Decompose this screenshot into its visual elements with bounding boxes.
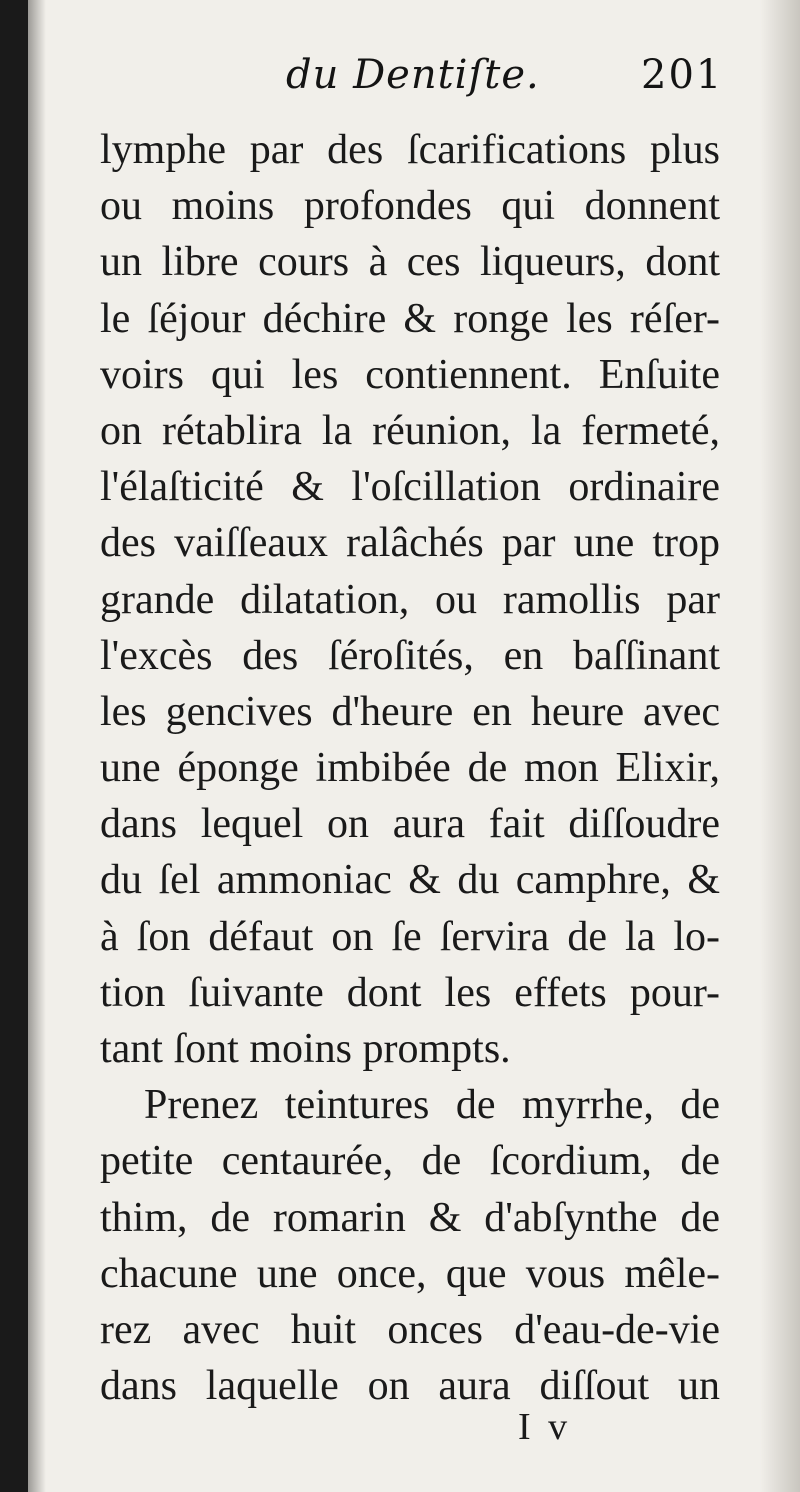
text-line: l'excès des ſéroſités, en baſſinant: [100, 632, 720, 679]
text-line: dans laquelle on aura diſſout un: [100, 1363, 720, 1410]
signature-mark: I v: [518, 1406, 572, 1448]
text-line: l'élaſticité & l'oſcillation ordinaire: [100, 464, 720, 511]
text-line: le ſéjour déchire & ronge les réſer-: [100, 295, 720, 342]
text-line: petite centaurée, de ſcordium, de: [100, 1138, 720, 1185]
paragraph: [100, 122, 720, 1077]
text-line: rez avec huit onces d'eau-de-vie: [100, 1306, 720, 1353]
body-text: [100, 122, 720, 1414]
text-line: les gencives d'heure en heure avec: [100, 688, 720, 735]
page-header: [28, 52, 800, 112]
text-line: grande dilatation, ou ramollis par: [100, 576, 720, 623]
text-line: voirs qui les contiennent. Enſuite: [100, 351, 720, 398]
page-number: 201: [641, 52, 724, 98]
text-line: Prenez teintures de myrrhe, de: [144, 1082, 720, 1129]
text-line: du ſel ammoniac & du camphre, &: [100, 857, 720, 904]
text-line: dans lequel on aura fait diſſoudre: [100, 801, 720, 848]
text-line: tion ſuivante dont les effets pour-: [100, 969, 720, 1016]
text-line: à ſon défaut on ſe ſervira de la lo-: [100, 913, 720, 960]
text-line: chacune une once, que vous mêle-: [100, 1250, 720, 1297]
text-line: ou moins profondes qui donnent: [100, 183, 720, 230]
running-title: du Dentiſte.: [286, 52, 540, 98]
text-line: lymphe par des ſcarifications plus: [100, 127, 720, 173]
page-edge-shadow: [760, 0, 800, 1492]
text-line: un libre cours à ces liqueurs, dont: [100, 239, 720, 286]
text-line: des vaiſſeaux ralâchés par une trop: [100, 520, 720, 567]
text-line: tant ſont moins prompts.: [100, 1026, 511, 1072]
book-page: [28, 0, 800, 1492]
text-line: thim, de romarin & d'abſynthe de: [100, 1194, 720, 1241]
text-line: une éponge imbibée de mon Elixir,: [100, 745, 720, 792]
paragraph: [100, 1077, 720, 1414]
page-gutter-shadow: [28, 0, 46, 1492]
text-line: on rétablira la réunion, la fermeté,: [100, 407, 720, 454]
